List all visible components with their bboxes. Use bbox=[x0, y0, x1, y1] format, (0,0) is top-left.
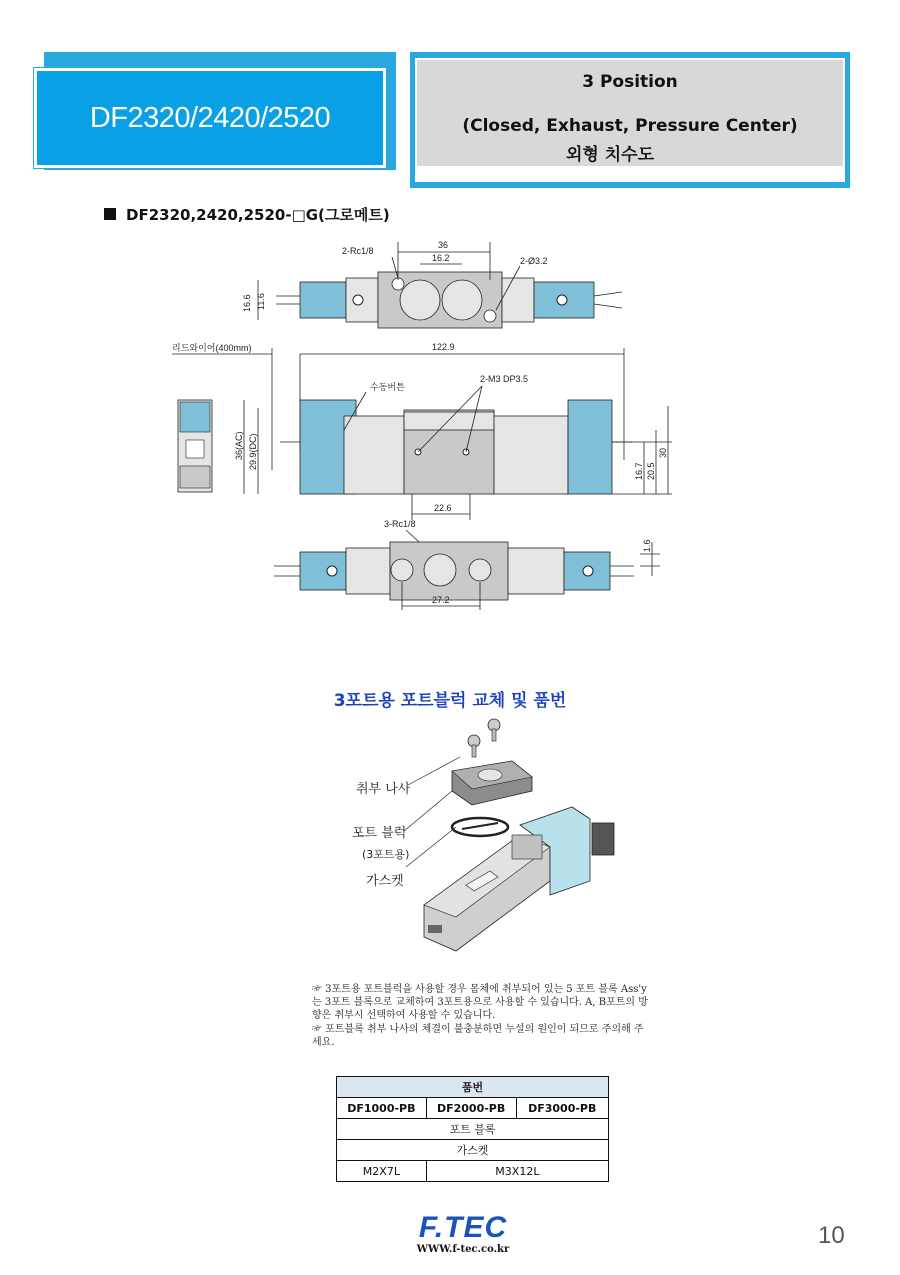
dim-3-rc1-8: 3-Rc1/8 bbox=[384, 519, 416, 529]
dim-16-7: 16.7 bbox=[634, 462, 644, 480]
dim-122-9: 122.9 bbox=[432, 342, 455, 352]
dim-36: 36 bbox=[438, 240, 449, 250]
position-title: 3 Position bbox=[582, 72, 678, 92]
dim-1-6: 1.6 bbox=[642, 539, 652, 552]
page-number: 10 bbox=[818, 1222, 845, 1249]
row-screw-m3: M3X12L bbox=[426, 1161, 608, 1182]
dim-20-5: 20.5 bbox=[646, 462, 656, 480]
dim-29-9-dc: 29.9(DC) bbox=[248, 433, 258, 470]
company-logo bbox=[410, 1212, 516, 1255]
dim-22-6: 22.6 bbox=[434, 503, 452, 513]
dimension-drawing bbox=[0, 230, 900, 640]
row-gasket: 가스켓 bbox=[337, 1140, 609, 1161]
parts-table bbox=[336, 1076, 609, 1182]
screw-icon bbox=[468, 719, 500, 757]
callout-port-block-sub: (3포트용) bbox=[362, 848, 410, 861]
section-heading-text: DF2320,2420,2520-□G(그로메트) bbox=[126, 206, 390, 224]
dim-36-ac: 36(AC) bbox=[234, 431, 244, 460]
note-1: ☞ 3포트용 포트블럭을 사용할 경우 몸체에 취부되어 있는 5 포트 블록 Ass'y는 3포트 블록으로 교체하여 3포트용으로 사용할 수 있습니다. A, B포트의 방향은 취부시 선택하여 사용할 수 있습니다. bbox=[312, 984, 648, 1021]
bottom-view bbox=[274, 539, 660, 610]
code-df3000-pb: DF3000-PB bbox=[516, 1098, 609, 1119]
top-view bbox=[242, 240, 622, 328]
label-lead-wire: 리드와이어(400mm) bbox=[172, 343, 252, 353]
code-df1000-pb: DF1000-PB bbox=[337, 1098, 427, 1119]
label-manual-button: 수동버튼 bbox=[370, 382, 405, 392]
note-2: ☞ 포트블록 취부 나사의 체결이 불충분하면 누설의 원인이 되므로 주의해 주세요. bbox=[312, 1024, 644, 1048]
section-heading bbox=[104, 204, 390, 225]
position-box bbox=[415, 58, 845, 182]
row-screw-m2: M2X7L bbox=[337, 1161, 427, 1182]
front-view bbox=[172, 342, 672, 554]
code-df2000-pb: DF2000-PB bbox=[426, 1098, 516, 1119]
dim-27-2: 27.2 bbox=[432, 595, 450, 605]
dim-2-m3-dp3-5: 2-M3 DP3.5 bbox=[480, 374, 529, 384]
notes bbox=[312, 983, 652, 1050]
dim-2-rc1-8: 2-Rc1/8 bbox=[342, 246, 374, 256]
dim-16-2: 16.2 bbox=[432, 253, 450, 263]
company-url: WWW.f-tec.co.kr bbox=[416, 1244, 510, 1255]
square-bullet-icon bbox=[104, 208, 116, 220]
callout-screw: 취부 나사 bbox=[356, 782, 411, 797]
dim-30: 30 bbox=[658, 447, 668, 458]
dim-11-6: 11.6 bbox=[256, 293, 266, 310]
dim-2-dia-3-2: 2-Ø3.2 bbox=[520, 256, 548, 266]
table-header: 품번 bbox=[337, 1077, 609, 1098]
callout-gasket: 가스켓 bbox=[366, 874, 404, 889]
position-box-footer bbox=[415, 166, 845, 182]
dim-16-6: 16.6 bbox=[242, 294, 252, 312]
position-types: (Closed, Exhaust, Pressure Center) bbox=[462, 116, 798, 136]
sub-heading: 3포트용 포트블럭 교체 및 품번 bbox=[333, 691, 567, 711]
logo-text: F.TEC bbox=[418, 1211, 508, 1244]
position-subtitle: 외형 치수도 bbox=[565, 145, 655, 165]
callout-port-block: 포트 블럭 bbox=[352, 826, 407, 841]
exploded-view-illustration bbox=[300, 715, 640, 975]
document-title: DF2320/2420/2520 bbox=[89, 101, 331, 134]
row-port-block: 포트 블록 bbox=[337, 1119, 609, 1140]
